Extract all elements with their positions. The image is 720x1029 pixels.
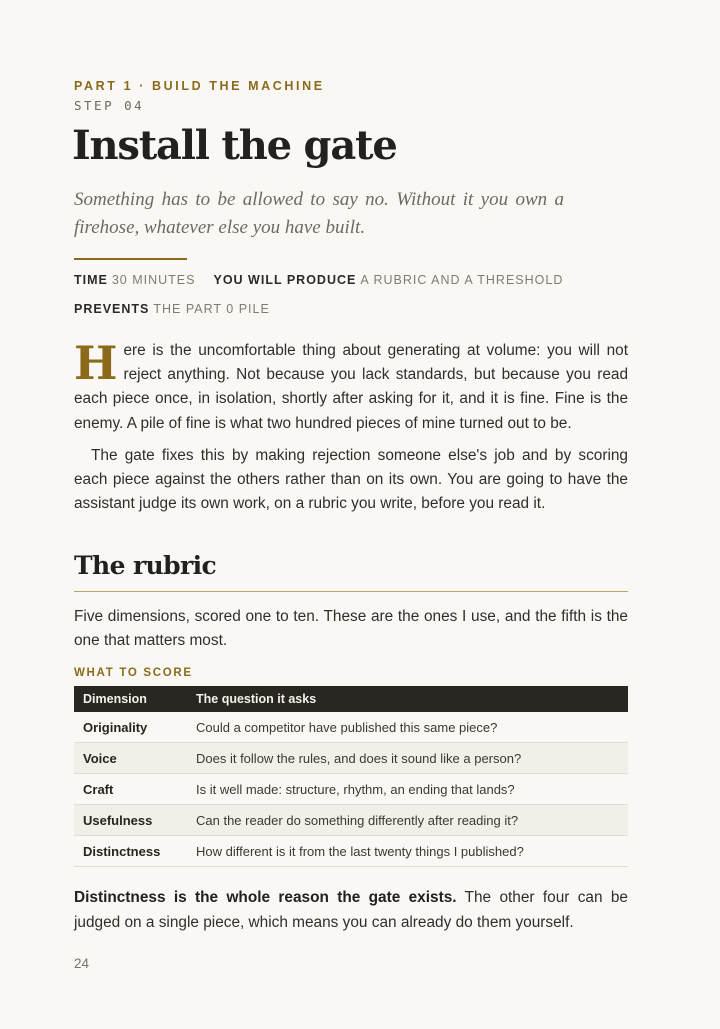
produce-value: A RUBRIC AND A THRESHOLD xyxy=(360,273,564,287)
time-value: 30 MINUTES xyxy=(111,273,196,287)
part-kicker: PART 1 · BUILD THE MACHINE xyxy=(74,79,325,93)
intro-paragraph-2: The gate fixes this by making rejection someone else's job and by scoring each piece against the others rather than on its own. You are going to have the assistant judge its own work, on a rubric you write, before you read it. xyxy=(74,447,628,513)
column-header-question: The question it asks xyxy=(187,686,628,712)
page-title: Install the gate xyxy=(72,122,397,169)
question-cell: How different is it from the last twenty things I published? xyxy=(187,836,628,867)
question-cell: Is it well made: structure, rhythm, an ending that lands? xyxy=(187,774,628,805)
prevents-value: THE PART 0 PILE xyxy=(153,302,270,316)
meta-row-2 xyxy=(74,302,270,316)
meta-row-1 xyxy=(74,273,563,287)
table-row xyxy=(74,836,628,867)
closing-text: The other four can be judged on a single piece, which means you can already do them yourself. xyxy=(74,889,628,931)
column-header-dimension: Dimension xyxy=(74,686,187,712)
section-heading: The rubric xyxy=(74,551,217,580)
question-cell: Does it follow the rules, and does it sound like a person? xyxy=(187,743,628,774)
title-divider xyxy=(74,258,187,260)
time-label: TIME xyxy=(74,273,108,287)
rubric-table xyxy=(74,686,628,867)
table-row xyxy=(74,774,628,805)
section-divider xyxy=(74,591,628,592)
subtitle: Something has to be allowed to say no. Without it you own a firehose, whatever else you have built. xyxy=(74,189,564,238)
dimension-cell: Distinctness xyxy=(74,836,187,867)
table-header-row xyxy=(74,686,628,712)
drop-cap: H xyxy=(74,336,118,390)
intro-paragraph-1-text: ere is the uncomfortable thing about generating at volume: you will not reject anything. Not because you lack standards, but because you read each piece once, in isolation, shortly after asking for it, and it is fine. Fine is the enemy. A pile of fine is what two hundred pieces of mine turned out to be. xyxy=(74,342,628,432)
page-number: 24 xyxy=(74,956,90,971)
question-cell: Can the reader do something differently after reading it? xyxy=(187,805,628,836)
dimension-cell: Usefulness xyxy=(74,805,187,836)
prevents-label: PREVENTS xyxy=(74,302,150,316)
table-label: WHAT TO SCORE xyxy=(74,667,193,679)
dimension-cell: Craft xyxy=(74,774,187,805)
question-cell: Could a competitor have published this same piece? xyxy=(187,712,628,743)
closing-emphasis: Distinctness is the whole reason the gate exists. xyxy=(74,889,457,906)
closing-paragraph xyxy=(74,885,628,935)
intro-paragraph-1 xyxy=(74,336,628,436)
table-row xyxy=(74,805,628,836)
dimension-cell: Originality xyxy=(74,712,187,743)
step-label: STEP 04 xyxy=(74,98,145,113)
section-intro: Five dimensions, scored one to ten. These are the ones I use, and the fifth is the one that matters most. xyxy=(74,608,628,650)
table-row xyxy=(74,712,628,743)
dimension-cell: Voice xyxy=(74,743,187,774)
table-row xyxy=(74,743,628,774)
produce-label: YOU WILL PRODUCE xyxy=(213,273,357,287)
